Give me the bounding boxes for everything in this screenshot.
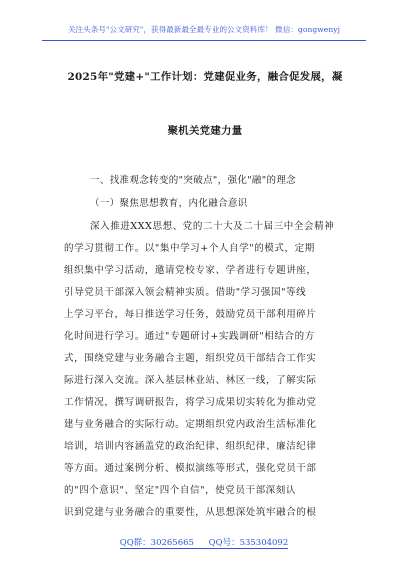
body-line: 的"四个意识"、坚定"四个自信"，使党员干部深刻认 xyxy=(64,485,296,496)
footer-qq-number: QQ号：535304092 xyxy=(208,538,289,548)
body-line: 识到党建与业务融合的重要性，从思想深处筑牢融合的根 xyxy=(64,507,317,518)
body-line: 上学习平台，每日推送学习任务，鼓励党员干部利用碎片 xyxy=(64,309,317,320)
subsection-heading: （一）聚焦思想教育，内化融合意识 xyxy=(90,198,248,209)
body-line: 培训，培训内容涵盖党的政治纪律、组织纪律、廉洁纪律 xyxy=(64,441,317,452)
page-header: 关注头条号"公文研究"，获得最新最全最专业的公文资料库！ 微信：gongwenyj xyxy=(67,25,341,34)
document-title-line-1: 2025年"党建+"工作计划：党建促业务，融合促发展，凝 xyxy=(67,71,343,83)
page-footer xyxy=(0,536,408,548)
body-line: 组织集中学习活动，邀请党校专家、学者进行专题讲座， xyxy=(64,265,317,276)
body-line: 等方面。通过案例分析、模拟演练等形式，强化党员干部 xyxy=(64,463,317,474)
body-line: 建与业务融合的实际行动。定期组织党内政治生活标准化 xyxy=(64,419,317,430)
body-line: 深入推进XXX思想、党的二十大及二十届三中全会精神 xyxy=(90,221,335,232)
body-line: 式，围绕党建与业务融合主题，组织党员干部结合工作实 xyxy=(64,353,317,364)
body-line: 化时间进行学习。通过"专题研讨+实践调研"相结合的方 xyxy=(64,331,315,342)
body-line: 的学习贯彻工作。以"集中学习+个人自学"的模式，定期 xyxy=(64,243,315,254)
document-title-line-2: 聚机关党建力量 xyxy=(167,125,243,137)
body-line: 际进行深入交流。深入基层林业站、林区一线，了解实际 xyxy=(64,375,317,386)
footer-qq-group: QQ群：30265665 xyxy=(119,538,194,548)
footer-divider xyxy=(120,548,288,549)
section-heading: 一、找准观念转变的"突破点"，强化"融"的理念 xyxy=(90,175,297,186)
body-line: 工作情况，撰写调研报告，将学习成果切实转化为推动党 xyxy=(64,397,317,408)
header-divider xyxy=(42,40,366,41)
body-line: 引导党员干部深入领会精神实质。借助"学习强国"等线 xyxy=(64,287,307,298)
